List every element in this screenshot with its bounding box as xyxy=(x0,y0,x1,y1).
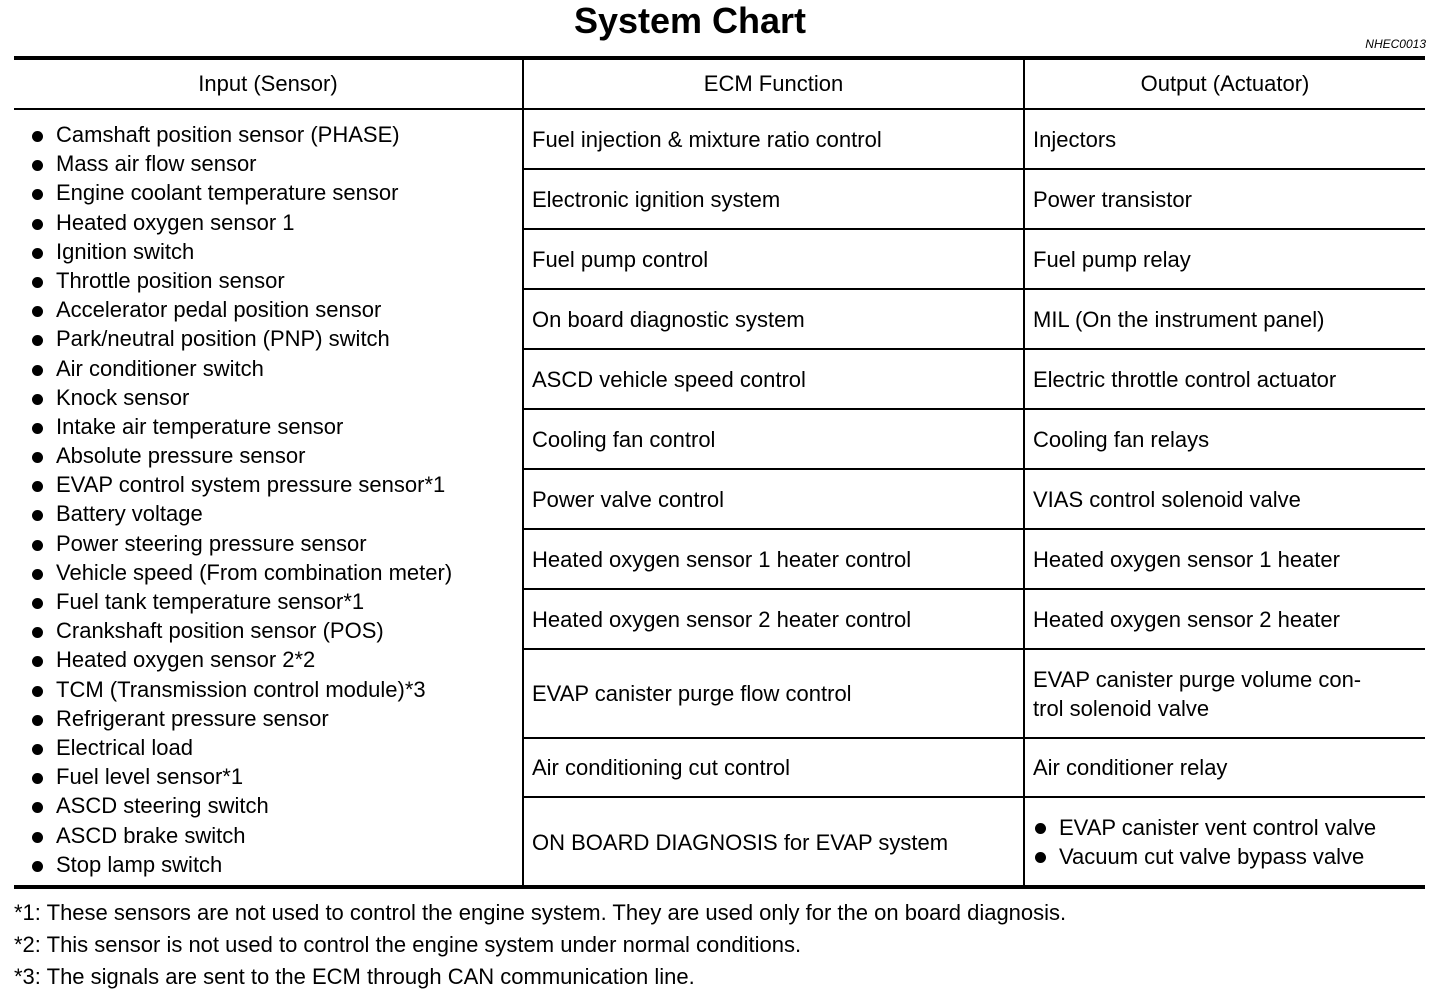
system-chart-table xyxy=(14,56,1425,888)
ecm-function-text: On board diagnostic system xyxy=(532,306,805,332)
output-actuator-text xyxy=(1033,665,1361,723)
ecm-function-cell xyxy=(524,350,1023,410)
ecm-function-text: EVAP canister purge flow control xyxy=(532,681,852,706)
ecm-function-cell xyxy=(524,410,1023,470)
input-sensor-item: ASCD brake switch xyxy=(30,821,452,850)
output-actuator-cell xyxy=(1025,410,1425,470)
output-bullet-item: EVAP canister vent control valve xyxy=(1033,813,1376,842)
output-actuator-cell xyxy=(1025,290,1425,350)
output-actuator-cell xyxy=(1025,798,1425,886)
input-sensor-item: Vehicle speed (From combination meter) xyxy=(30,558,452,587)
output-actuator-text: Electric throttle control actuator xyxy=(1033,366,1337,392)
output-actuator-text: Cooling fan relays xyxy=(1033,426,1210,452)
input-sensor-item: ASCD steering switch xyxy=(30,791,452,820)
input-sensor-item: Engine coolant temperature sensor xyxy=(30,178,452,207)
output-actuator-cell xyxy=(1025,590,1425,650)
output-actuator-cell xyxy=(1025,230,1425,290)
output-actuator-text: Fuel pump relay xyxy=(1033,246,1191,272)
output-actuator-cell xyxy=(1025,650,1425,739)
input-sensor-item: Fuel tank temperature sensor*1 xyxy=(30,587,452,616)
input-sensor-item: Ignition switch xyxy=(30,237,452,266)
footnote: *2: This sensor is not used to control the engine system under normal conditions. xyxy=(14,932,802,957)
input-sensor-item: TCM (Transmission control module)*3 xyxy=(30,675,452,704)
input-sensor-list xyxy=(30,120,452,879)
input-sensor-item: Intake air temperature sensor xyxy=(30,412,452,441)
input-sensor-item: Throttle position sensor xyxy=(30,266,452,295)
input-sensor-item: Knock sensor xyxy=(30,383,452,412)
input-sensor-item: Power steering pressure sensor xyxy=(30,529,452,558)
header-output-actuator: Output (Actuator) xyxy=(1140,71,1310,96)
output-actuator-text: Injectors xyxy=(1033,126,1117,152)
output-actuator-text: Air conditioner relay xyxy=(1033,755,1228,780)
ecm-function-cell xyxy=(524,739,1023,798)
header-input-sensor: Input (Sensor) xyxy=(198,71,338,96)
ecm-function-text: Air conditioning cut control xyxy=(532,755,791,780)
footnote: *3: The signals are sent to the ECM through CAN communication line. xyxy=(14,964,695,989)
ecm-function-cell xyxy=(524,798,1023,886)
output-bullet-item: Vacuum cut valve bypass valve xyxy=(1033,842,1376,871)
ecm-function-text: Heated oxygen sensor 1 heater control xyxy=(532,546,912,572)
header-ecm-function: ECM Function xyxy=(703,71,844,96)
input-sensor-item: Heated oxygen sensor 1 xyxy=(30,208,452,237)
ecm-function-cell xyxy=(524,110,1023,170)
output-actuator-cell xyxy=(1025,739,1425,798)
ecm-function-cell xyxy=(524,530,1023,590)
ecm-function-text: Power valve control xyxy=(532,486,724,512)
output-actuator-cell xyxy=(1025,350,1425,410)
ecm-function-text: ASCD vehicle speed control xyxy=(532,366,806,392)
output-actuator-text: MIL (On the instrument panel) xyxy=(1033,306,1325,332)
input-sensor-item: Air conditioner switch xyxy=(30,354,452,383)
ecm-function-text: Electronic ignition system xyxy=(532,186,781,212)
output-actuator-cell xyxy=(1025,170,1425,230)
ecm-function-text: Fuel injection & mixture ratio control xyxy=(532,126,882,152)
ecm-function-cell xyxy=(524,650,1023,739)
input-sensor-item: Park/neutral position (PNP) switch xyxy=(30,324,452,353)
ecm-function-text: Cooling fan control xyxy=(532,426,716,452)
page-title: System Chart xyxy=(573,0,807,41)
ecm-function-text: ON BOARD DIAGNOSIS for EVAP system xyxy=(532,829,949,855)
output-actuator-text: Heated oxygen sensor 1 heater xyxy=(1033,546,1340,572)
footnote: *1: These sensors are not used to control the engine system. They are used only for the on board diagnosis. xyxy=(14,900,1067,925)
ecm-function-cell xyxy=(524,590,1023,650)
footnotes xyxy=(14,897,1066,993)
output-actuator-text: Heated oxygen sensor 2 heater xyxy=(1033,606,1340,632)
input-sensor-item: Heated oxygen sensor 2*2 xyxy=(30,645,452,674)
input-sensor-item: Camshaft position sensor (PHASE) xyxy=(30,120,452,149)
input-sensor-item: Battery voltage xyxy=(30,499,452,528)
ecm-function-cell xyxy=(524,230,1023,290)
input-sensor-item: Electrical load xyxy=(30,733,452,762)
ecm-function-cell xyxy=(524,170,1023,230)
input-sensor-item: Fuel level sensor*1 xyxy=(30,762,452,791)
input-sensor-item: Mass air flow sensor xyxy=(30,149,452,178)
input-sensor-item: Crankshaft position sensor (POS) xyxy=(30,616,452,645)
ecm-function-text: Heated oxygen sensor 2 heater control xyxy=(532,606,912,632)
input-sensor-item: EVAP control system pressure sensor*1 xyxy=(30,470,452,499)
input-sensor-item: Refrigerant pressure sensor xyxy=(30,704,452,733)
ecm-function-cell xyxy=(524,470,1023,530)
ecm-function-text: Fuel pump control xyxy=(532,246,709,272)
output-bullet-list xyxy=(1033,813,1376,871)
input-sensor-item: Stop lamp switch xyxy=(30,850,452,879)
input-sensor-item: Accelerator pedal position sensor xyxy=(30,295,452,324)
input-sensor-item: Absolute pressure sensor xyxy=(30,441,452,470)
output-actuator-cell xyxy=(1025,530,1425,590)
output-actuator-cell xyxy=(1025,110,1425,170)
output-line: trol solenoid valve xyxy=(1033,695,1210,721)
output-actuator-text: Power transistor xyxy=(1033,186,1192,212)
output-line: EVAP canister purge volume con- xyxy=(1033,666,1362,692)
ecm-function-cell xyxy=(524,290,1023,350)
output-actuator-text: VIAS control solenoid valve xyxy=(1033,486,1301,512)
document-code: NHEC0013 xyxy=(1365,37,1426,51)
output-actuator-cell xyxy=(1025,470,1425,530)
